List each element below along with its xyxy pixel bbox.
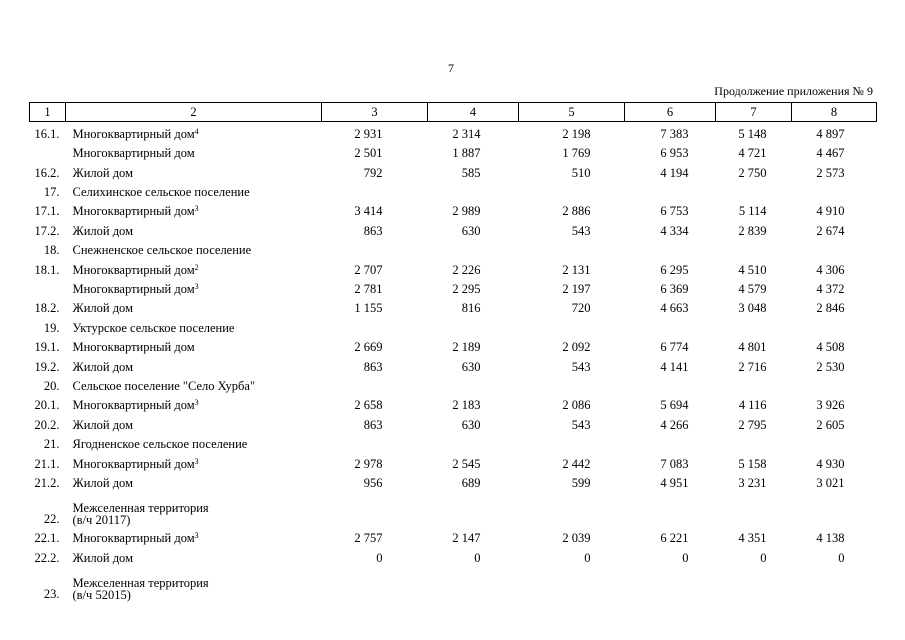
value-cell-col6	[625, 490, 716, 526]
value-cell-col8: 2 605	[816, 417, 845, 432]
value-cell-col7: 3 231	[738, 475, 767, 490]
value-cell-col7: 4 116	[738, 398, 767, 413]
row-name: Уктурское сельское поселение	[72, 320, 235, 335]
header-cell: 3	[322, 103, 428, 122]
footnote-marker: 3	[194, 456, 199, 466]
footnote-marker: 3	[194, 282, 199, 292]
footnote-marker: 3	[194, 531, 199, 541]
row-name-cell	[66, 141, 322, 160]
table-row	[30, 471, 877, 490]
value-cell-col6: 6 774	[660, 340, 689, 355]
value-cell-col8	[792, 432, 877, 451]
value-cell-col4: 2 989	[452, 204, 481, 219]
value-cell-col6: 6 953	[660, 146, 689, 161]
value-cell-col6	[625, 180, 716, 199]
value-cell-col6: 6 753	[660, 204, 689, 219]
row-name-subtitle: (в/ч 20117)	[72, 512, 131, 527]
row-number: 21.1.	[34, 456, 60, 471]
value-cell-col4: 816	[461, 301, 481, 316]
value-cell-col4	[428, 374, 519, 393]
value-cell-col6: 6 295	[660, 262, 689, 277]
section-row	[30, 315, 877, 334]
value-cell-col7: 4 579	[738, 282, 767, 297]
value-cell-col6: 7 083	[660, 456, 689, 471]
value-cell-col6: 6 369	[660, 282, 689, 297]
row-name-cell	[66, 315, 322, 334]
row-name-cell	[66, 565, 322, 601]
row-name: Многоквартирный дом	[72, 531, 195, 546]
value-cell-col8: 4 930	[816, 456, 845, 471]
value-cell-col7: 3 048	[738, 301, 767, 316]
value-cell-col5: 2 131	[562, 262, 591, 277]
value-cell-col8: 2 846	[816, 301, 845, 316]
row-number: 19.2.	[34, 359, 60, 374]
value-cell-col3: 2 978	[354, 456, 383, 471]
row-number: 20.	[43, 378, 60, 393]
row-number: 18.1.	[34, 262, 60, 277]
value-cell-col6: 4 266	[660, 417, 689, 432]
value-cell-col3: 0	[376, 550, 383, 565]
value-cell-col8: 2 530	[816, 359, 845, 374]
value-cell-col4: 0	[474, 550, 481, 565]
value-cell-col3	[322, 238, 428, 257]
value-cell-col5: 2 886	[562, 204, 591, 219]
header-cell: 5	[519, 103, 625, 122]
value-cell-col3	[322, 565, 428, 601]
value-cell-col3	[322, 432, 428, 451]
value-cell-col5: 543	[571, 223, 591, 238]
table-row	[30, 335, 877, 354]
value-cell-col8	[792, 565, 877, 601]
value-cell-col3: 2 781	[354, 282, 383, 297]
value-cell-col6	[625, 432, 716, 451]
row-number: 21.2.	[34, 475, 60, 490]
value-cell-col7: 2 795	[738, 417, 767, 432]
value-cell-col7: 4 801	[738, 340, 767, 355]
table-row	[30, 393, 877, 412]
value-cell-col5	[519, 180, 625, 199]
value-cell-col3: 3 414	[354, 204, 383, 219]
value-cell-col7	[716, 180, 792, 199]
value-cell-col5: 720	[571, 301, 591, 316]
value-cell-col6	[625, 238, 716, 257]
row-number	[30, 141, 66, 160]
value-cell-col6: 4 194	[660, 165, 689, 180]
value-cell-col8	[792, 490, 877, 526]
value-cell-col5: 543	[571, 359, 591, 374]
value-cell-col8: 3 021	[816, 475, 845, 490]
value-cell-col8: 0	[838, 550, 845, 565]
value-cell-col7	[716, 490, 792, 526]
value-cell-col7	[716, 315, 792, 334]
row-number: 17.1.	[34, 204, 60, 219]
value-cell-col4: 630	[461, 417, 481, 432]
table-row	[30, 257, 877, 276]
row-name: Жилой дом	[72, 475, 133, 490]
row-name-cell	[66, 257, 322, 276]
footnote-marker: 3	[194, 398, 199, 408]
value-cell-col5: 2 086	[562, 398, 591, 413]
value-cell-col5: 2 197	[562, 282, 591, 297]
header-cell: 1	[30, 103, 66, 122]
value-cell-col8: 4 508	[816, 340, 845, 355]
tariff-table	[29, 102, 877, 601]
row-number: 16.1.	[34, 126, 60, 141]
value-cell-col3: 2 931	[354, 126, 383, 141]
table-row	[30, 545, 877, 564]
row-name: Ягодненское сельское поселение	[72, 437, 248, 452]
value-cell-col4: 1 887	[452, 146, 481, 161]
row-name-cell	[66, 122, 322, 141]
table-row	[30, 218, 877, 237]
value-cell-col8	[792, 315, 877, 334]
page-number: 7	[448, 61, 454, 75]
value-cell-col8: 4 467	[816, 146, 845, 161]
value-cell-col3: 863	[363, 223, 383, 238]
value-cell-col3	[322, 180, 428, 199]
row-name: Жилой дом	[72, 417, 133, 432]
value-cell-col5: 2 039	[562, 531, 591, 546]
value-cell-col8: 4 306	[816, 262, 845, 277]
row-number	[30, 277, 66, 296]
value-cell-col8: 2 573	[816, 165, 845, 180]
row-name: Жилой дом	[72, 301, 133, 316]
value-cell-col7: 2 716	[738, 359, 767, 374]
value-cell-col3: 2 707	[354, 262, 383, 277]
value-cell-col8	[792, 374, 877, 393]
row-number: 16.2.	[34, 165, 60, 180]
row-name: Многоквартирный дом	[72, 262, 195, 277]
row-number: 20.1.	[34, 398, 60, 413]
value-cell-col4: 2 314	[452, 126, 481, 141]
footnote-marker: 4	[194, 126, 199, 136]
value-cell-col5: 510	[571, 165, 591, 180]
value-cell-col6: 4 141	[660, 359, 689, 374]
value-cell-col5: 2 442	[562, 456, 591, 471]
table-row	[30, 526, 877, 545]
row-name: Межселенная территория	[72, 575, 209, 590]
row-number: 18.2.	[34, 301, 60, 316]
header-cell: 8	[792, 103, 877, 122]
table-row	[30, 296, 877, 315]
row-name: Сельское поселение "Село Хурба"	[72, 378, 256, 393]
value-cell-col6	[625, 565, 716, 601]
value-cell-col3	[322, 315, 428, 334]
value-cell-col8	[792, 238, 877, 257]
value-cell-col7	[716, 238, 792, 257]
value-cell-col8	[792, 180, 877, 199]
value-cell-col4: 630	[461, 223, 481, 238]
value-cell-col3: 2 658	[354, 398, 383, 413]
value-cell-col3: 1 155	[354, 301, 383, 316]
value-cell-col6: 7 383	[660, 126, 689, 141]
value-cell-col3: 792	[363, 165, 383, 180]
row-name: Многоквартирный дом	[72, 204, 195, 219]
table-row	[30, 277, 877, 296]
value-cell-col3: 863	[363, 417, 383, 432]
value-cell-col7: 2 839	[738, 223, 767, 238]
table-row	[30, 141, 877, 160]
section-row	[30, 565, 877, 601]
row-name: Многоквартирный дом	[72, 456, 195, 471]
value-cell-col7: 5 114	[738, 204, 767, 219]
header-cell: 7	[716, 103, 792, 122]
value-cell-col5: 0	[584, 550, 591, 565]
section-row	[30, 432, 877, 451]
value-cell-col3: 2 757	[354, 531, 383, 546]
value-cell-col6: 6 221	[660, 531, 689, 546]
section-row	[30, 490, 877, 526]
value-cell-col4: 630	[461, 359, 481, 374]
value-cell-col7	[716, 565, 792, 601]
value-cell-col6: 4 951	[660, 475, 689, 490]
value-cell-col5: 543	[571, 417, 591, 432]
row-name: Многоквартирный дом	[72, 282, 195, 297]
row-name-cell	[66, 199, 322, 218]
value-cell-col5	[519, 315, 625, 334]
row-number: 22.2.	[34, 550, 60, 565]
value-cell-col4: 2 295	[452, 282, 481, 297]
section-row	[30, 180, 877, 199]
value-cell-col7: 4 721	[738, 146, 767, 161]
value-cell-col4	[428, 180, 519, 199]
value-cell-col5: 1 769	[562, 146, 591, 161]
row-name-cell	[66, 160, 322, 179]
value-cell-col6: 5 694	[660, 398, 689, 413]
row-name-cell	[66, 296, 322, 315]
value-cell-col8: 4 897	[816, 126, 845, 141]
row-name: Многоквартирный дом	[72, 126, 195, 141]
header-cell: 2	[66, 103, 322, 122]
row-name-cell	[66, 526, 322, 545]
value-cell-col7: 5 148	[738, 126, 767, 141]
section-row	[30, 374, 877, 393]
value-cell-col4: 689	[461, 475, 481, 490]
value-cell-col5	[519, 374, 625, 393]
value-cell-col4: 2 183	[452, 398, 481, 413]
row-number: 22.1.	[34, 531, 60, 546]
row-name: Жилой дом	[72, 359, 133, 374]
value-cell-col4	[428, 490, 519, 526]
value-cell-col5: 599	[571, 475, 591, 490]
table-row	[30, 122, 877, 141]
header-cell: 6	[625, 103, 716, 122]
value-cell-col8: 4 138	[816, 531, 845, 546]
value-cell-col4	[428, 432, 519, 451]
continuation-label: Продолжение приложения № 9	[714, 84, 873, 98]
value-cell-col4: 2 545	[452, 456, 481, 471]
row-name-cell	[66, 218, 322, 237]
footnote-marker: 2	[194, 262, 199, 272]
row-name: Жилой дом	[72, 223, 133, 238]
value-cell-col5	[519, 432, 625, 451]
row-name: Селихинское сельское поселение	[72, 185, 250, 200]
value-cell-col6	[625, 315, 716, 334]
value-cell-col3: 863	[363, 359, 383, 374]
row-name-cell	[66, 545, 322, 564]
value-cell-col3	[322, 374, 428, 393]
row-name-cell	[66, 354, 322, 373]
row-number: 21.	[43, 437, 60, 452]
value-cell-col3: 2 669	[354, 340, 383, 355]
table-row	[30, 199, 877, 218]
value-cell-col8: 3 926	[816, 398, 845, 413]
row-number: 23.	[43, 586, 60, 601]
value-cell-col7: 0	[760, 550, 767, 565]
row-name-subtitle: (в/ч 52015)	[72, 587, 131, 602]
row-name: Жилой дом	[72, 165, 133, 180]
footnote-marker: 3	[194, 204, 199, 214]
table-row	[30, 412, 877, 431]
row-name-cell	[66, 335, 322, 354]
row-number: 17.2.	[34, 223, 60, 238]
row-name-cell	[66, 412, 322, 431]
value-cell-col4	[428, 315, 519, 334]
value-cell-col4: 585	[461, 165, 481, 180]
value-cell-col8: 2 674	[816, 223, 845, 238]
row-name-cell	[66, 451, 322, 470]
row-name-cell	[66, 374, 322, 393]
value-cell-col7	[716, 432, 792, 451]
value-cell-col4: 2 226	[452, 262, 481, 277]
value-cell-col3: 2 501	[354, 146, 383, 161]
row-name: Межселенная территория	[72, 500, 209, 515]
row-name-cell	[66, 490, 322, 526]
value-cell-col5: 2 198	[562, 126, 591, 141]
value-cell-col6	[625, 374, 716, 393]
header-row	[30, 103, 877, 122]
value-cell-col7: 4 510	[738, 262, 767, 277]
value-cell-col4	[428, 238, 519, 257]
value-cell-col4: 2 189	[452, 340, 481, 355]
row-number: 17.	[43, 185, 60, 200]
value-cell-col7: 4 351	[738, 531, 767, 546]
section-row	[30, 238, 877, 257]
value-cell-col3	[322, 490, 428, 526]
row-name: Снежненское сельское поселение	[72, 243, 252, 258]
row-number: 18.	[43, 243, 60, 258]
value-cell-col6: 4 663	[660, 301, 689, 316]
row-name: Жилой дом	[72, 550, 133, 565]
row-name-cell	[66, 471, 322, 490]
row-name-cell	[66, 432, 322, 451]
row-name: Многоквартирный дом	[72, 146, 195, 161]
row-number: 22.	[43, 511, 60, 526]
value-cell-col7: 2 750	[738, 165, 767, 180]
value-cell-col3: 956	[363, 475, 383, 490]
row-number: 20.2.	[34, 417, 60, 432]
table-row	[30, 451, 877, 470]
table-row	[30, 354, 877, 373]
value-cell-col7	[716, 374, 792, 393]
value-cell-col8: 4 910	[816, 204, 845, 219]
value-cell-col4	[428, 565, 519, 601]
row-name-cell	[66, 393, 322, 412]
value-cell-col6: 0	[682, 550, 689, 565]
row-name: Многоквартирный дом	[72, 340, 195, 355]
row-name-cell	[66, 180, 322, 199]
row-number: 19.1.	[34, 340, 60, 355]
value-cell-col8: 4 372	[816, 282, 845, 297]
row-name-cell	[66, 238, 322, 257]
header-cell: 4	[428, 103, 519, 122]
value-cell-col6: 4 334	[660, 223, 689, 238]
value-cell-col5	[519, 490, 625, 526]
row-name-cell	[66, 277, 322, 296]
value-cell-col5	[519, 565, 625, 601]
row-number: 19.	[43, 320, 60, 335]
value-cell-col4: 2 147	[452, 531, 481, 546]
table-row	[30, 160, 877, 179]
row-name: Многоквартирный дом	[72, 398, 195, 413]
value-cell-col5: 2 092	[562, 340, 591, 355]
value-cell-col7: 5 158	[738, 456, 767, 471]
table-body	[30, 122, 877, 601]
value-cell-col5	[519, 238, 625, 257]
